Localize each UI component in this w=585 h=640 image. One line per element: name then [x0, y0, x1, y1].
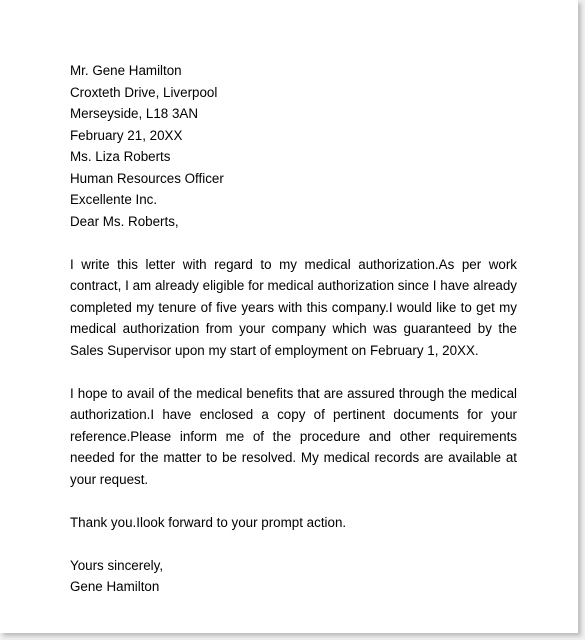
recipient-title: Human Resources Officer [70, 170, 224, 186]
salutation: Dear Ms. Roberts, [70, 213, 179, 229]
spacer [70, 533, 517, 555]
sender-street: Croxteth Drive, Liverpool [70, 84, 218, 100]
signature-name: Gene Hamilton [70, 579, 160, 594]
spacer [70, 232, 517, 254]
paragraph-authorization-request: I write this letter with regard to my medical authorization.As per work contract, I am already eligible for medical authorization since I have already completed my tenure of five years with this company.I would like to get my medical authorization from your company which was guaranteed by the Sales Supervisor upon my start of employment on February 1, 20XX. [70, 256, 517, 358]
spacer [70, 490, 517, 512]
recipient-name: Ms. Liza Roberts [70, 149, 171, 164]
recipient-company: Excellente Inc. [70, 192, 158, 207]
spacer [70, 361, 517, 383]
letter-body [70, 60, 517, 598]
letter-date: February 21, 20XX [70, 127, 183, 143]
closing: Yours sincerely, [70, 557, 164, 573]
paragraph-thanks: Thank you.Ilook forward to your prompt action. [70, 514, 347, 530]
paragraph-benefits: I hope to avail of the medical benefits that are assured through the medical authorization.I have enclosed a copy of pertinent documents for your reference.Please inform me of the procedure and other requirements needed for the matter to be resolved. My medical records are available at your request. [70, 385, 517, 487]
sender-name: Mr. Gene Hamilton [70, 63, 182, 78]
sender-city: Merseyside, L18 3AN [70, 106, 199, 121]
